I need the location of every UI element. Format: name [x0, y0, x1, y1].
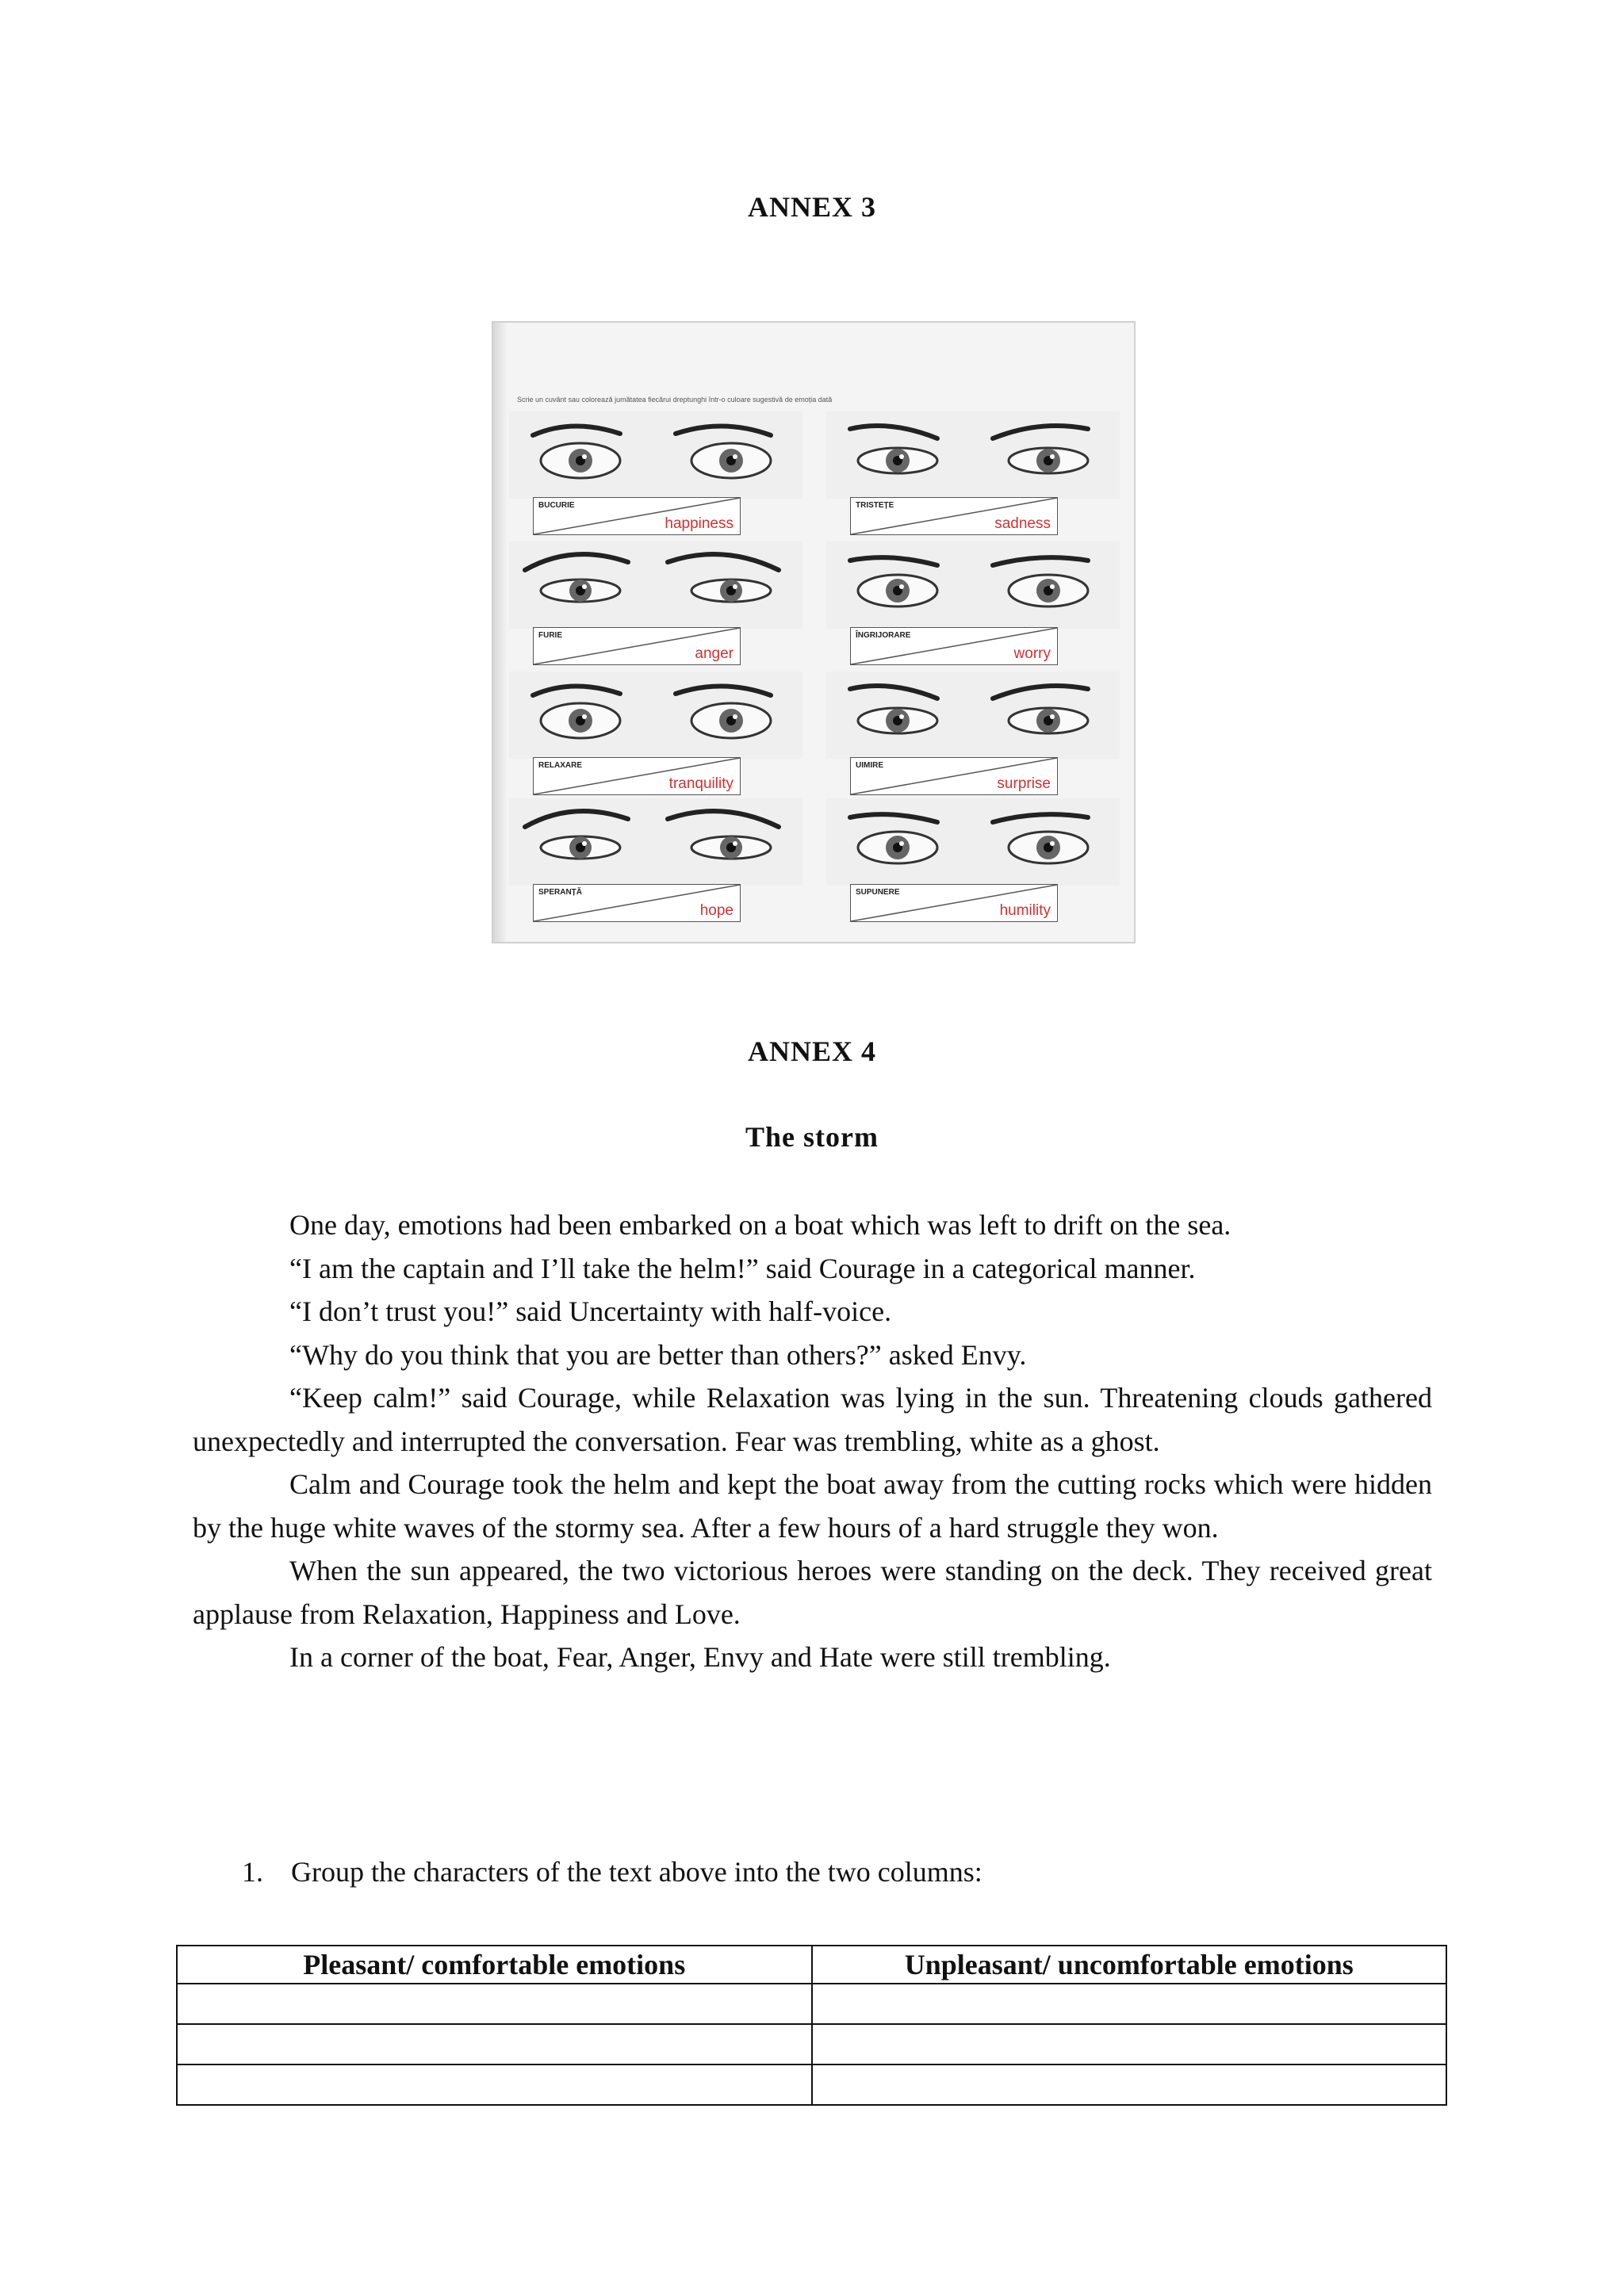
romanian-emotion-label: UIMIRE: [856, 761, 883, 770]
emotion-label-box: [850, 497, 1058, 535]
emotion-panel: [826, 411, 1120, 538]
pleasant-emotion-cell[interactable]: [177, 2024, 812, 2064]
emotion-panel: [509, 411, 802, 538]
english-emotion-label: worry: [1013, 645, 1051, 662]
table-body: [177, 1984, 1446, 2105]
pleasant-emotion-cell[interactable]: [177, 1984, 812, 2024]
unpleasant-emotions-header: Unpleasant/ uncomfortable emotions: [812, 1946, 1447, 1984]
eyes-drawing: [509, 541, 802, 629]
eyes-drawing: [509, 798, 802, 886]
eyes-drawing: [826, 411, 1120, 499]
eyes-drawing: [509, 411, 802, 499]
story-paragraph: “Keep calm!” said Courage, while Relaxation was lying in the sun. Threatening clouds gathered unexpectedly and interrupted the conversation. Fear was trembling, white as a ghost.: [193, 1382, 1432, 1457]
emotion-panel: [509, 798, 802, 925]
emotion-panel: [826, 672, 1120, 798]
unpleasant-emotion-cell[interactable]: [812, 2024, 1447, 2064]
romanian-emotion-label: RELAXARE: [538, 761, 583, 770]
eyes-drawing: [826, 672, 1120, 759]
emotion-panel: [826, 541, 1120, 668]
emotion-label-box: [850, 757, 1058, 795]
emotion-label-box: [533, 757, 741, 795]
eyes-drawing: [826, 541, 1120, 629]
romanian-emotion-label: SPERANȚĂ: [538, 888, 583, 897]
emotion-label-box: [533, 497, 741, 535]
question-1: [242, 1855, 982, 1888]
annex-3-heading: ANNEX 3: [747, 191, 876, 223]
eyes-drawing: [509, 672, 802, 759]
table-row: [177, 1984, 1446, 2024]
story-paragraph: “I am the captain and I’ll take the helm!” said Courage in a categorical manner.: [289, 1252, 1196, 1284]
romanian-emotion-label: BUCURIE: [538, 501, 575, 510]
question-text: Group the characters of the text above into the two columns:: [291, 1856, 982, 1888]
story-text: [193, 1203, 1432, 1679]
romanian-emotion-label: SUPUNERE: [856, 888, 900, 897]
english-emotion-label: humility: [999, 902, 1051, 919]
english-emotion-label: happiness: [665, 515, 733, 532]
story-paragraph: One day, emotions had been embarked on a boat which was left to drift on the sea.: [289, 1209, 1231, 1241]
english-emotion-label: sadness: [994, 515, 1051, 532]
english-emotion-label: anger: [695, 645, 733, 662]
emotion-panel: [826, 798, 1120, 925]
emotion-label-box: [533, 884, 741, 922]
story-paragraph: When the sun appeared, the two victorious heroes were standing on the deck. They received great applause from Relaxation, Happiness and Love.: [193, 1555, 1432, 1630]
story-paragraph: “I don’t trust you!” said Uncertainty with half-voice.: [289, 1295, 892, 1327]
emotion-label-box: [850, 884, 1058, 922]
emotion-panel: [509, 672, 802, 798]
table-row: [177, 2024, 1446, 2064]
english-emotion-label: tranquility: [668, 775, 733, 792]
romanian-emotion-label: FURIE: [538, 631, 562, 640]
table-header-row: [177, 1946, 1446, 1984]
table-row: [177, 2064, 1446, 2105]
worksheet-instruction: Scrie un cuvânt sau colorează jumătatea fiecărui dreptunghi într-o culoare sugestivă de emoția dată: [517, 396, 833, 404]
story-paragraph: “Why do you think that you are better than others?” asked Envy.: [289, 1338, 1027, 1371]
emotions-worksheet-image: [492, 321, 1136, 943]
question-number: 1.: [242, 1856, 263, 1888]
story-paragraph: Calm and Courage took the helm and kept the boat away from the cutting rocks which were hidden by the huge white waves of the stormy sea. After a few hours of a hard struggle they won.: [193, 1468, 1432, 1544]
emotion-label-box: [850, 627, 1058, 665]
photo-shadow: [493, 323, 508, 942]
unpleasant-emotion-cell[interactable]: [812, 1984, 1447, 2024]
unpleasant-emotion-cell[interactable]: [812, 2064, 1447, 2105]
annex-4-heading: ANNEX 4: [747, 1035, 876, 1067]
emotion-label-box: [533, 627, 741, 665]
english-emotion-label: surprise: [997, 775, 1051, 792]
emotions-table: [176, 1945, 1447, 2106]
romanian-emotion-label: ÎNGRIJORARE: [856, 631, 911, 640]
english-emotion-label: hope: [699, 902, 733, 919]
pleasant-emotions-header: Pleasant/ comfortable emotions: [177, 1946, 812, 1984]
story-paragraph: In a corner of the boat, Fear, Anger, Envy and Hate were still trembling.: [289, 1641, 1111, 1673]
eyes-drawing: [826, 798, 1120, 886]
pleasant-emotion-cell[interactable]: [177, 2064, 812, 2105]
story-title: The storm: [745, 1121, 879, 1153]
emotion-panel: [509, 541, 802, 668]
romanian-emotion-label: TRISTEȚE: [856, 501, 894, 510]
